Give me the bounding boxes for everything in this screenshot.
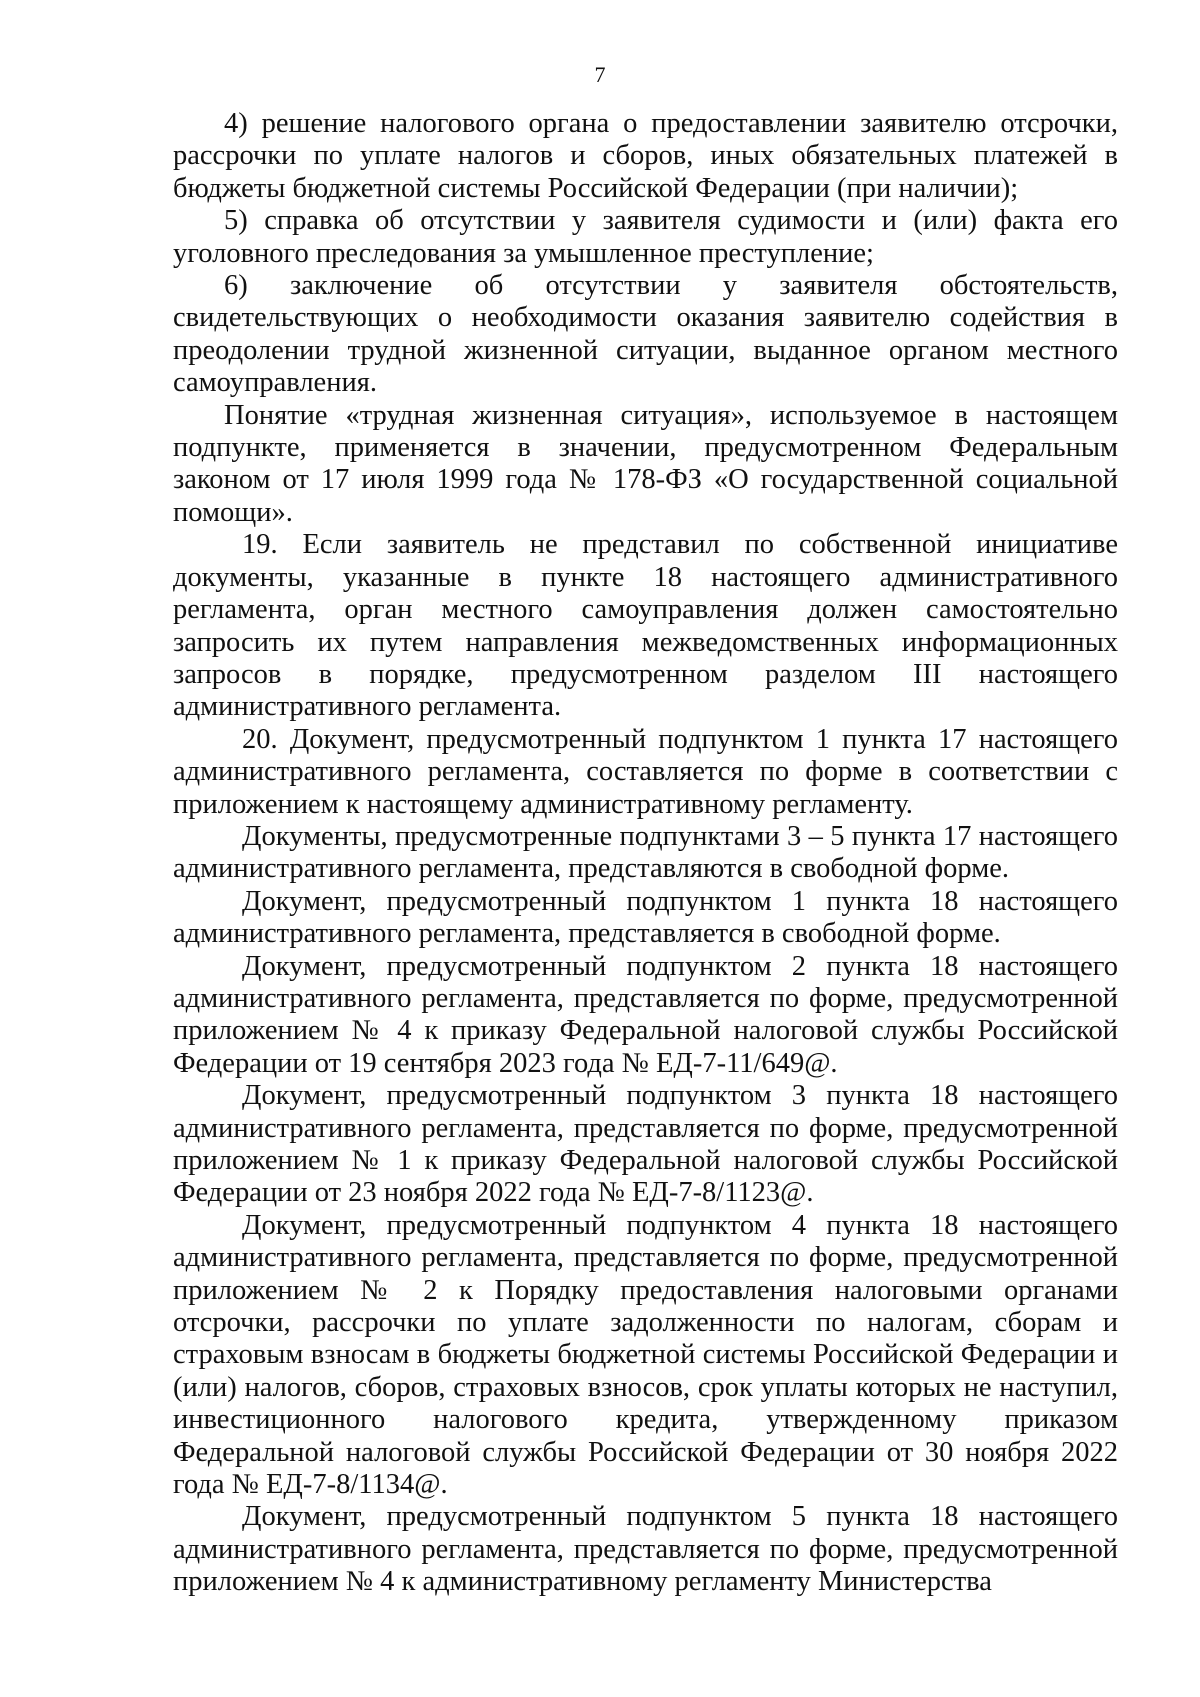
- paragraph-subitem-6: 6) заключение об отсутствии у заявителя обстоятельств, свидетельствующих о необходимости оказания заявителю содействия в преодолении трудной жизненной ситуации, выданное органом местного самоуправления.: [173, 270, 1118, 399]
- paragraph-item-19: 19. Если заявитель не представил по собственной инициативе документы, указанные в пункте 18 настоящего административного регламента, орган местного самоуправления должен самостоятельно запросить их путем направления межведомственных информационных запросов в порядке, предусмотренном разделом III настоящего административного регламента.: [173, 529, 1118, 723]
- paragraph-item-20: 20. Документ, предусмотренный подпунктом 1 пункта 17 настоящего административного регламента, составляется по форме в соответствии с приложением к настоящему административному регламенту.: [173, 723, 1118, 820]
- paragraph-subitem-5: 5) справка об отсутствии у заявителя судимости и (или) факта его уголовного преследования за умышленное преступление;: [173, 205, 1118, 269]
- paragraph-document-18-4: Документ, предусмотренный подпунктом 4 пункта 18 настоящего административного регламента, представляется по форме, предусмотренной приложением № 2 к Порядку предоставления налоговыми органами отсрочки, рассрочки по уплате задолженности по налогам, сборам и страховым взносам в бюджеты бюджетной системы Российской Федерации и (или) налогов, сборов, страховых взносов, срок уплаты которых не наступил, инвестиционного налогового кредита, утвержденному приказом Федеральной налоговой службы Российской Федерации от 30 ноября 2022 года № ЕД-7-8/1134@.: [173, 1209, 1118, 1501]
- paragraph-document-18-2: Документ, предусмотренный подпунктом 2 пункта 18 настоящего административного регламента, представляется по форме, предусмотренной приложением № 4 к приказу Федеральной налоговой службы Российской Федерации от 19 сентября 2023 года № ЕД-7-11/649@.: [173, 950, 1118, 1079]
- paragraph-concept-definition: Понятие «трудная жизненная ситуация», используемое в настоящем подпункте, применяется в значении, предусмотренном Федеральным законом от 17 июля 1999 года № 178-ФЗ «О государственной социальной помощи».: [173, 399, 1118, 528]
- document-body: [173, 108, 1118, 1599]
- paragraph-document-18-5: Документ, предусмотренный подпунктом 5 пункта 18 настоящего административного регламента, представляется по форме, предусмотренной приложением № 4 к административному регламенту Министерства: [173, 1501, 1118, 1598]
- page-number: 7: [594, 62, 606, 87]
- paragraph-subitem-4: 4) решение налогового органа о предоставлении заявителю отсрочки, рассрочки по уплате налогов и сборов, иных обязательных платежей в бюджеты бюджетной системы Российской Федерации (при наличии);: [173, 108, 1118, 204]
- paragraph-documents-3-5: Документы, предусмотренные подпунктами 3 – 5 пункта 17 настоящего административного регламента, представляются в свободной форме.: [173, 820, 1118, 885]
- paragraph-document-18-3: Документ, предусмотренный подпунктом 3 пункта 18 настоящего административного регламента, представляется по форме, предусмотренной приложением № 1 к приказу Федеральной налоговой службы Российской Федерации от 23 ноября 2022 года № ЕД-7-8/1123@.: [173, 1080, 1118, 1209]
- paragraph-document-18-1: Документ, предусмотренный подпунктом 1 пункта 18 настоящего административного регламента, представляется в свободной форме.: [173, 885, 1118, 950]
